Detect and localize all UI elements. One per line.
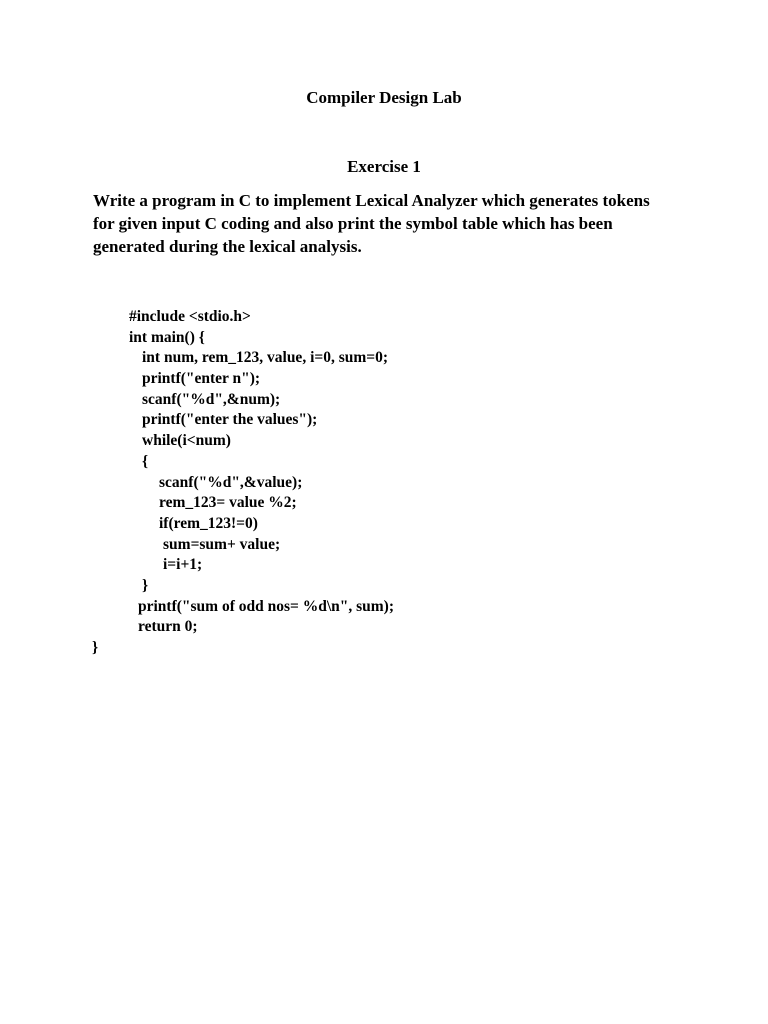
code-line: printf("enter the values"); bbox=[142, 411, 318, 429]
code-line: while(i<num) bbox=[142, 432, 231, 450]
code-line: if(rem_123!=0) bbox=[159, 514, 258, 532]
code-line: } bbox=[142, 576, 149, 594]
code-line: } bbox=[92, 639, 99, 656]
code-line: { bbox=[142, 452, 149, 470]
code-line: rem_123= value %2; bbox=[159, 494, 297, 512]
exercise-heading: Exercise 1 bbox=[347, 157, 421, 176]
exercise-prompt: Write a program in C to implement Lexical Analyzer which generates tokens for given input C coding and also print the symbol table which has been generated during the lexical analysis. bbox=[93, 191, 650, 256]
code-line: int num, rem_123, value, i=0, sum=0; bbox=[142, 349, 389, 367]
code-line: int main() { bbox=[129, 328, 205, 346]
code-line: #include <stdio.h> bbox=[129, 308, 251, 325]
code-listing bbox=[0, 307, 768, 659]
code-line: sum=sum+ value; bbox=[163, 535, 281, 553]
code-line: i=i+1; bbox=[163, 556, 203, 574]
code-line: printf("sum of odd nos= %d\n", sum); bbox=[138, 597, 395, 615]
code-line: scanf("%d",&num); bbox=[142, 390, 281, 408]
code-line: scanf("%d",&value); bbox=[159, 473, 303, 491]
code-line: return 0; bbox=[138, 618, 198, 636]
code-line: printf("enter n"); bbox=[142, 370, 261, 388]
document-title: Compiler Design Lab bbox=[306, 88, 462, 107]
